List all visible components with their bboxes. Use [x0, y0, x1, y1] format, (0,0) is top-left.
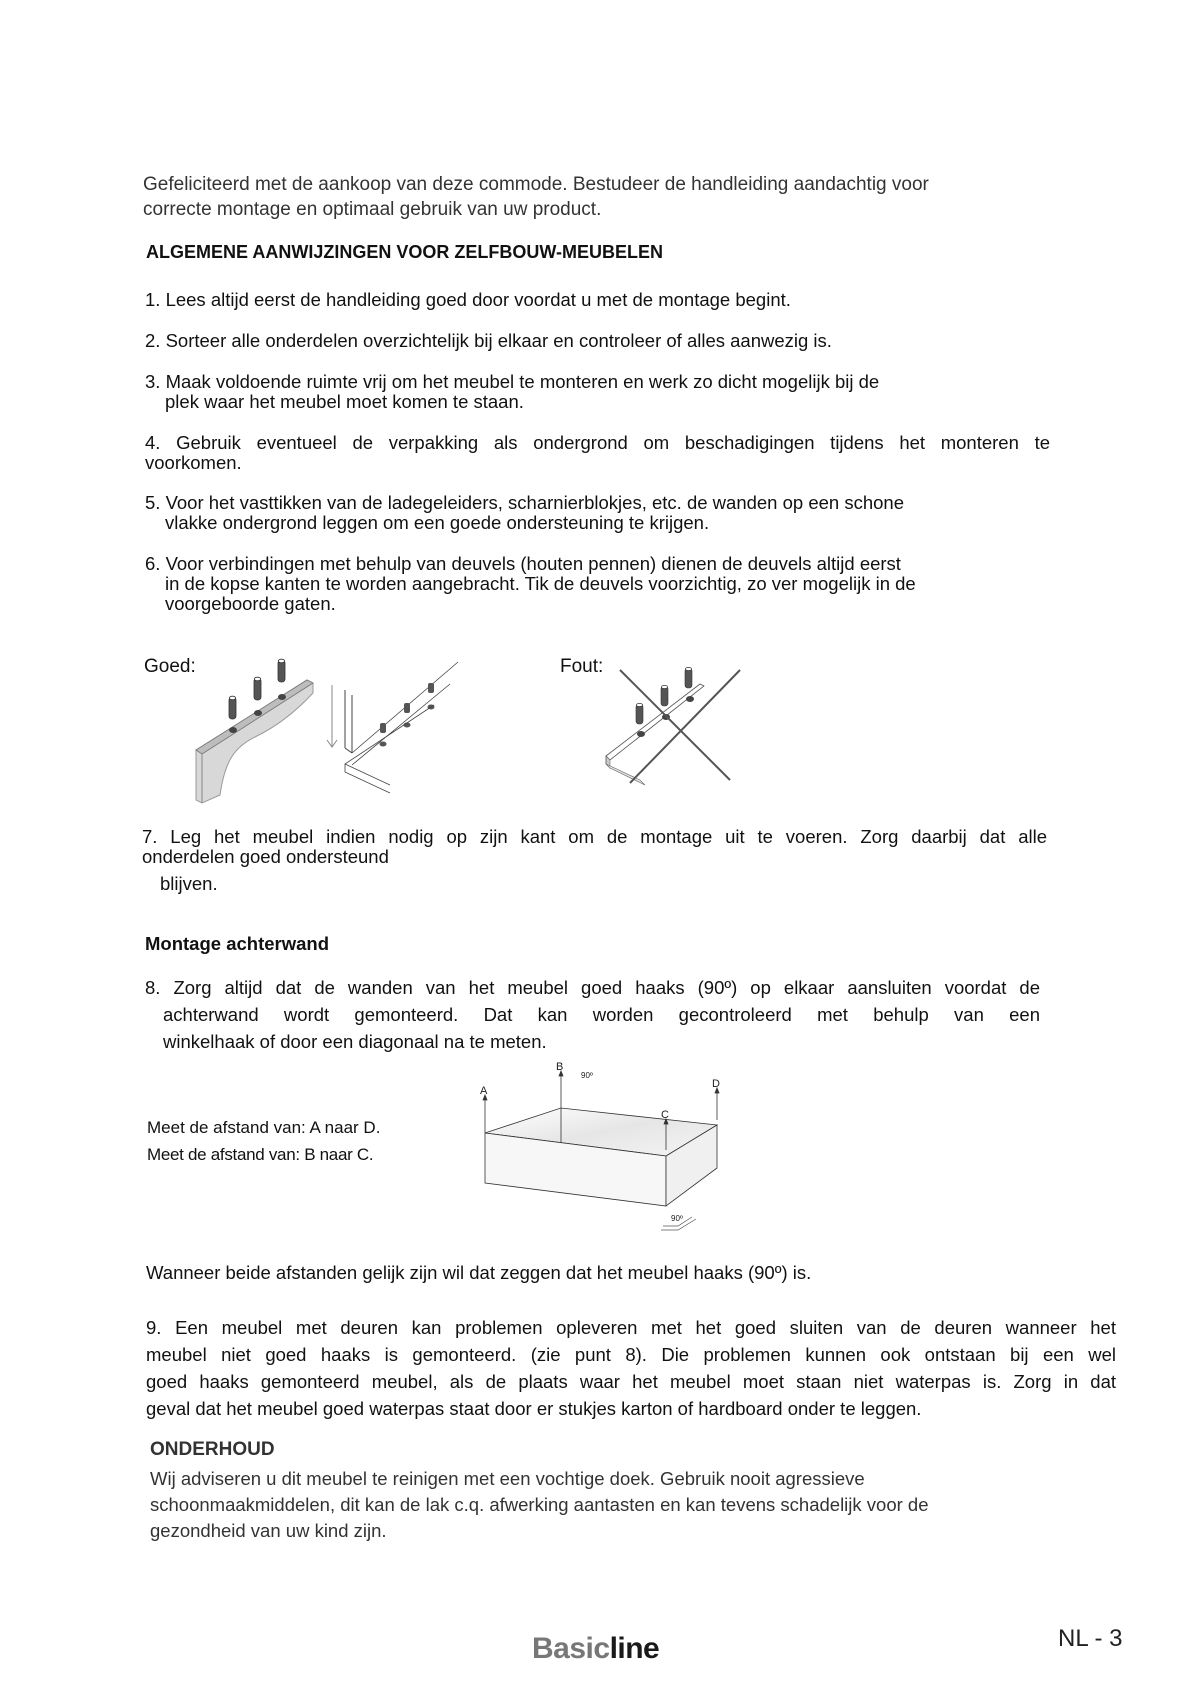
instruction-text: plek waar het meubel moet komen te staan. [165, 391, 524, 412]
wrong-dowel-illustration [600, 660, 750, 790]
instruction-item-5 [145, 493, 1050, 533]
measure-instruction-a-d: Meet de afstand van: A naar D. [147, 1118, 381, 1137]
instruction-text: 4. Gebruik eventueel de verpakking als ondergrond om beschadigingen tijdens het monteren te [145, 432, 1050, 453]
measure-instruction-b-c: Meet de afstand van: B naar C. [147, 1145, 374, 1164]
instruction-text: voorkomen. [145, 452, 242, 473]
instruction-text: geval dat het meubel goed waterpas staat door er stukjes karton of hardboard onder te leggen. [146, 1398, 922, 1419]
instruction-item-2 [145, 331, 1050, 351]
maintenance-text: gezondheid van uw kind zijn. [150, 1520, 387, 1541]
back-panel-heading: Montage achterwand [145, 933, 329, 954]
instruction-text: 9. Een meubel met deuren kan problemen opleveren met het goed sluiten van de deuren wanneer het [146, 1317, 1116, 1338]
wrong-label: Fout: [560, 656, 604, 677]
instruction-text: blijven. [160, 873, 218, 894]
intro-line-1: Gefeliciteerd met de aankoop van deze commode. Bestudeer de handleiding aandachtig voor [143, 174, 929, 195]
page-number: NL - 3 [1058, 1625, 1123, 1652]
squareness-conclusion: Wanneer beide afstanden gelijk zijn wil dat zeggen dat het meubel haaks (90º) is. [146, 1262, 812, 1283]
instruction-item-7 [142, 827, 1047, 894]
instruction-text: 5. Voor het vasttikken van de ladegeleiders, scharnierblokjes, etc. de wanden op een schone [145, 492, 904, 513]
angle-bottom-label: 90º [671, 1214, 683, 1223]
maintenance-heading: ONDERHOUD [150, 1439, 275, 1460]
label-d: D [712, 1078, 720, 1090]
maintenance-text: schoonmaakmiddelen, dit kan de lak c.q. afwerking aantasten en kan tevens schadelijk voor de [150, 1494, 929, 1515]
brand-logo-basic: Basic [532, 1632, 610, 1665]
instruction-item-4 [145, 433, 1050, 473]
instruction-item-3 [145, 372, 1050, 412]
instruction-item-1 [145, 290, 1050, 310]
angle-top-label: 90º [581, 1071, 593, 1080]
good-label: Goed: [144, 656, 196, 677]
instruction-text: voorgeboorde gaten. [165, 593, 336, 614]
instruction-text: onderdelen goed ondersteund [142, 846, 389, 867]
instruction-text: 3. Maak voldoende ruimte vrij om het meubel te monteren en werk zo dicht mogelijk bij de [145, 371, 880, 392]
instruction-item-9 [146, 1314, 1116, 1422]
good-dowel-illustration [180, 645, 470, 805]
instruction-item-6 [145, 554, 1050, 614]
instruction-item-8 [145, 974, 1040, 1055]
brand-logo [532, 1632, 659, 1666]
general-instructions-heading: ALGEMENE AANWIJZINGEN VOOR ZELFBOUW-MEUBELEN [146, 242, 663, 262]
label-b: B [556, 1061, 564, 1073]
instruction-text: meubel niet goed haaks is gemonteerd. (zie punt 8). Die problemen kunnen ook ontstaan bij een wel [146, 1344, 1116, 1365]
box-squareness-diagram [470, 1060, 770, 1250]
brand-logo-line: line [609, 1632, 660, 1665]
instruction-text: in de kopse kanten te worden aangebracht. Tik de deuvels voorzichtig, zo ver mogelijk in de [165, 573, 916, 594]
intro-paragraph [143, 172, 1043, 222]
intro-line-2: correcte montage en optimaal gebruik van uw product. [143, 199, 602, 220]
instruction-text: goed haaks gemonteerd meubel, als de plaats waar het meubel moet staan niet waterpas is. Zorg in dat [146, 1371, 1116, 1392]
instruction-text: 6. Voor verbindingen met behulp van deuvels (houten pennen) dienen de deuvels altijd eerst [145, 553, 901, 574]
instruction-text: winkelhaak of door een diagonaal na te meten. [163, 1031, 547, 1052]
instruction-text: 7. Leg het meubel indien nodig op zijn kant om de montage uit te voeren. Zorg daarbij dat alle [142, 826, 1047, 847]
instruction-text: 2. Sorteer alle onderdelen overzichtelijk bij elkaar en controleer of alles aanwezig is. [145, 330, 832, 351]
instruction-text: 8. Zorg altijd dat de wanden van het meubel goed haaks (90º) op elkaar aansluiten voordat de [145, 977, 1040, 998]
instruction-text: 1. Lees altijd eerst de handleiding goed door voordat u met de montage begint. [145, 289, 791, 310]
label-c: C [661, 1109, 669, 1121]
label-a: A [480, 1085, 488, 1097]
instruction-text: vlakke ondergrond leggen om een goede ondersteuning te krijgen. [165, 512, 710, 533]
instruction-text: achterwand wordt gemonteerd. Dat kan worden gecontroleerd met behulp van een [163, 1004, 1040, 1025]
maintenance-text: Wij adviseren u dit meubel te reinigen met een vochtige doek. Gebruik nooit agressieve [150, 1468, 865, 1489]
maintenance-paragraph [150, 1466, 1050, 1544]
